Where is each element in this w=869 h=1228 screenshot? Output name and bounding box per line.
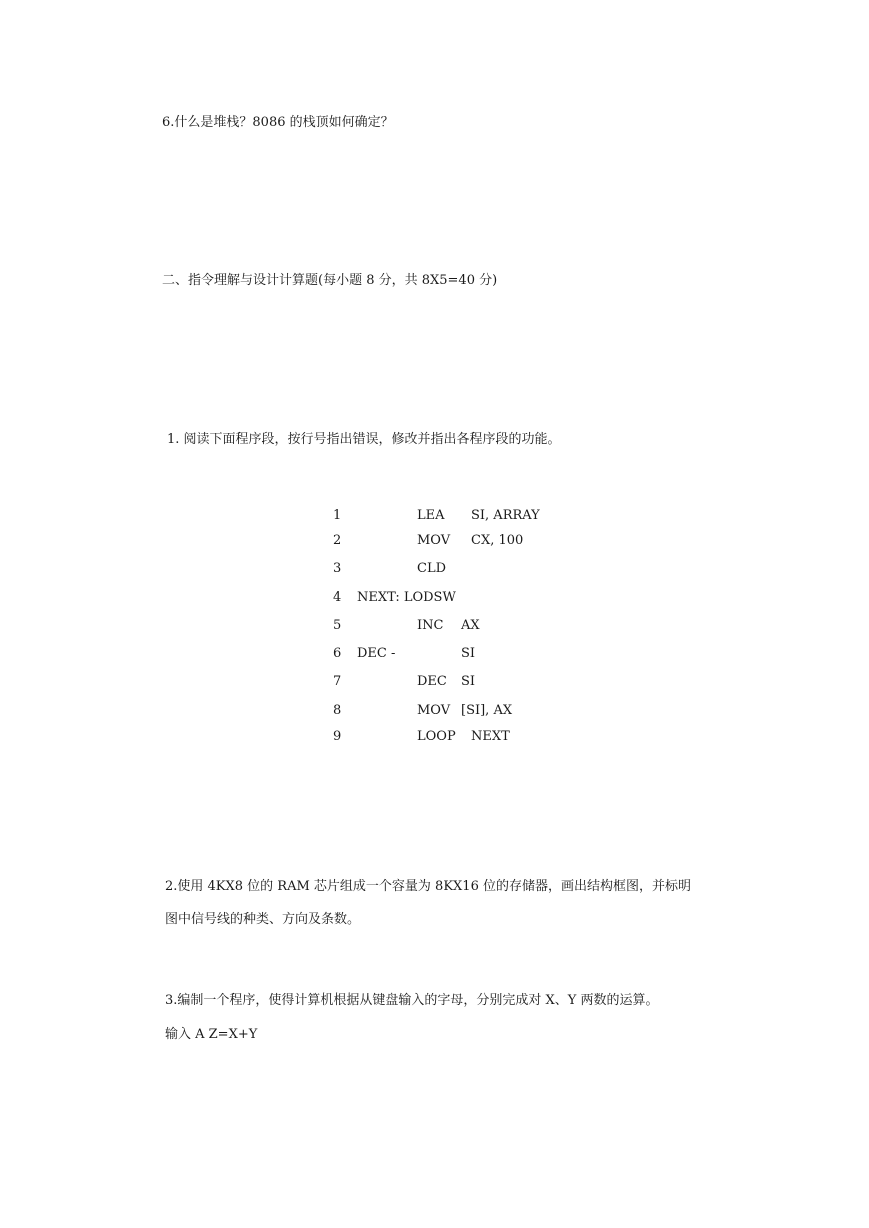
code-line [333, 561, 593, 581]
section-2-heading: 二、指令理解与设计计算题(每小题 8 分，共 8X5=40 分) [162, 273, 498, 288]
code-opcode: MOV [417, 533, 451, 548]
line-number: 1 [333, 508, 342, 523]
line-number: 8 [333, 703, 342, 718]
line-number: 6 [333, 646, 342, 661]
line-number: 2 [333, 533, 342, 548]
code-operand: SI, ARRAY [471, 508, 540, 523]
line-number: 5 [333, 618, 342, 633]
question-1: 1. 阅读下面程序段，按行号指出错误，修改并指出各程序段的功能。 [167, 432, 561, 447]
code-line [333, 618, 593, 638]
code-line [333, 703, 593, 723]
code-label: DEC - [357, 646, 396, 661]
code-line [333, 533, 593, 553]
code-opcode: LEA [417, 508, 445, 523]
question-2-line-1: 2.使用 4KX8 位的 RAM 芯片组成一个容量为 8KX16 位的存储器，画出结构框图，并标明 [165, 879, 691, 894]
code-opcode: INC [417, 618, 444, 633]
line-number: 4 [333, 590, 342, 605]
code-opcode: MOV [417, 703, 451, 718]
code-operand: NEXT [471, 729, 510, 744]
code-line [333, 590, 593, 610]
code-opcode: DEC [417, 674, 447, 689]
line-number: 7 [333, 674, 342, 689]
code-operand: [SI], AX [461, 703, 513, 718]
question-2-line-2: 图中信号线的种类、方向及条数。 [165, 912, 361, 927]
code-operand: AX [461, 618, 480, 633]
question-3-line-1: 3.编制一个程序，使得计算机根据从键盘输入的字母，分别完成对 X、Y 两数的运算。 [165, 993, 659, 1008]
code-line [333, 646, 593, 666]
code-operand: SI [461, 674, 476, 689]
line-number: 3 [333, 561, 342, 576]
question-6: 6.什么是堆栈？8086 的栈顶如何确定？ [162, 115, 394, 130]
code-line [333, 729, 593, 749]
code-label: NEXT: LODSW [357, 590, 456, 605]
line-number: 9 [333, 729, 342, 744]
code-opcode: CLD [417, 561, 447, 576]
code-line [333, 508, 593, 528]
code-operand: CX, 100 [471, 533, 524, 548]
code-operand: SI [461, 646, 476, 661]
code-line [333, 674, 593, 694]
code-opcode: LOOP [417, 729, 456, 744]
question-3-line-2: 输入 A Z=X+Y [165, 1027, 258, 1042]
